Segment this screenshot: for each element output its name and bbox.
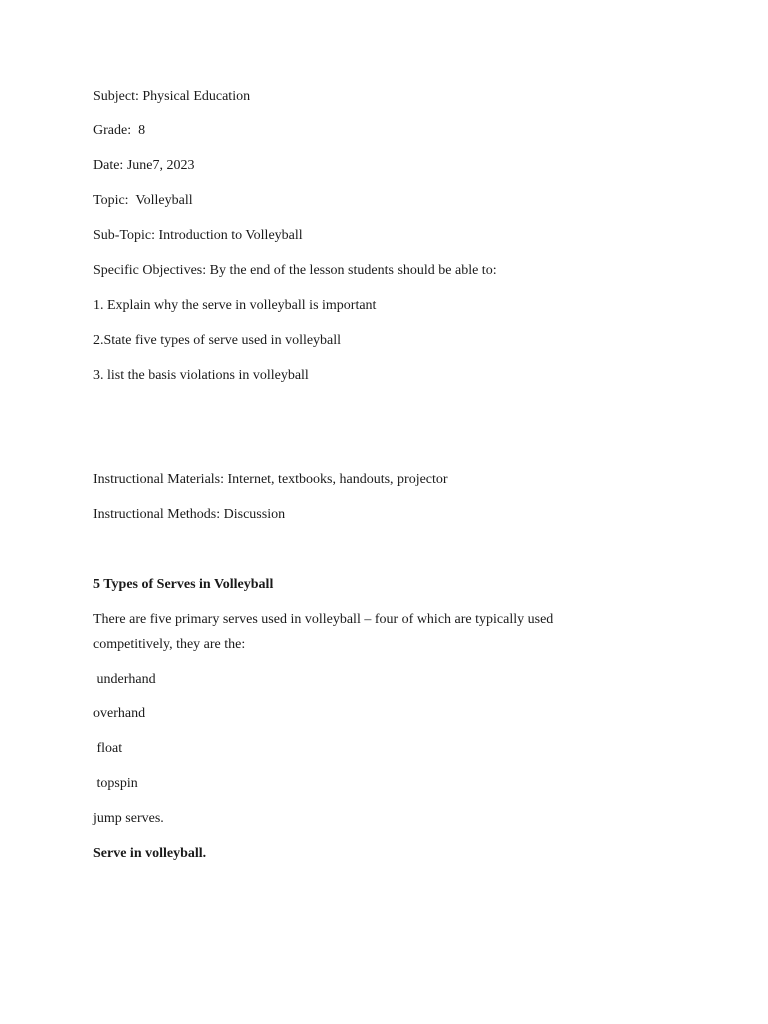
date-field: Date: June7, 2023 (93, 158, 195, 173)
objectives-intro: Specific Objectives: By the end of the lesson students should be able to: (93, 263, 497, 278)
objective-item-1: 1. Explain why the serve in volleyball is important (93, 298, 377, 313)
serve-type-topspin: topspin (93, 776, 138, 791)
serve-type-float: float (93, 741, 123, 756)
instructional-materials: Instructional Materials: Internet, textbooks, handouts, projector (93, 472, 448, 487)
serve-type-overhand: overhand (93, 706, 146, 721)
objective-item-2: 2.State five types of serve used in volleyball (93, 333, 342, 348)
serve-in-volleyball-heading: Serve in volleyball. (93, 846, 207, 861)
serve-type-jump: jump serves. (93, 811, 164, 826)
serves-paragraph-line-2: competitively, they are the: (93, 637, 246, 652)
subject-field: Subject: Physical Education (93, 89, 251, 104)
objective-item-3: 3. list the basis violations in volleyball (93, 368, 309, 383)
serves-heading: 5 Types of Serves in Volleyball (93, 577, 274, 592)
sub-topic-field: Sub-Topic: Introduction to Volleyball (93, 228, 303, 243)
serve-type-underhand: underhand (93, 672, 156, 687)
topic-field: Topic: Volleyball (93, 193, 193, 208)
serves-paragraph-line-1: There are five primary serves used in volleyball – four of which are typically used (93, 612, 554, 627)
grade-field: Grade: 8 (93, 123, 146, 138)
instructional-methods: Instructional Methods: Discussion (93, 507, 286, 522)
